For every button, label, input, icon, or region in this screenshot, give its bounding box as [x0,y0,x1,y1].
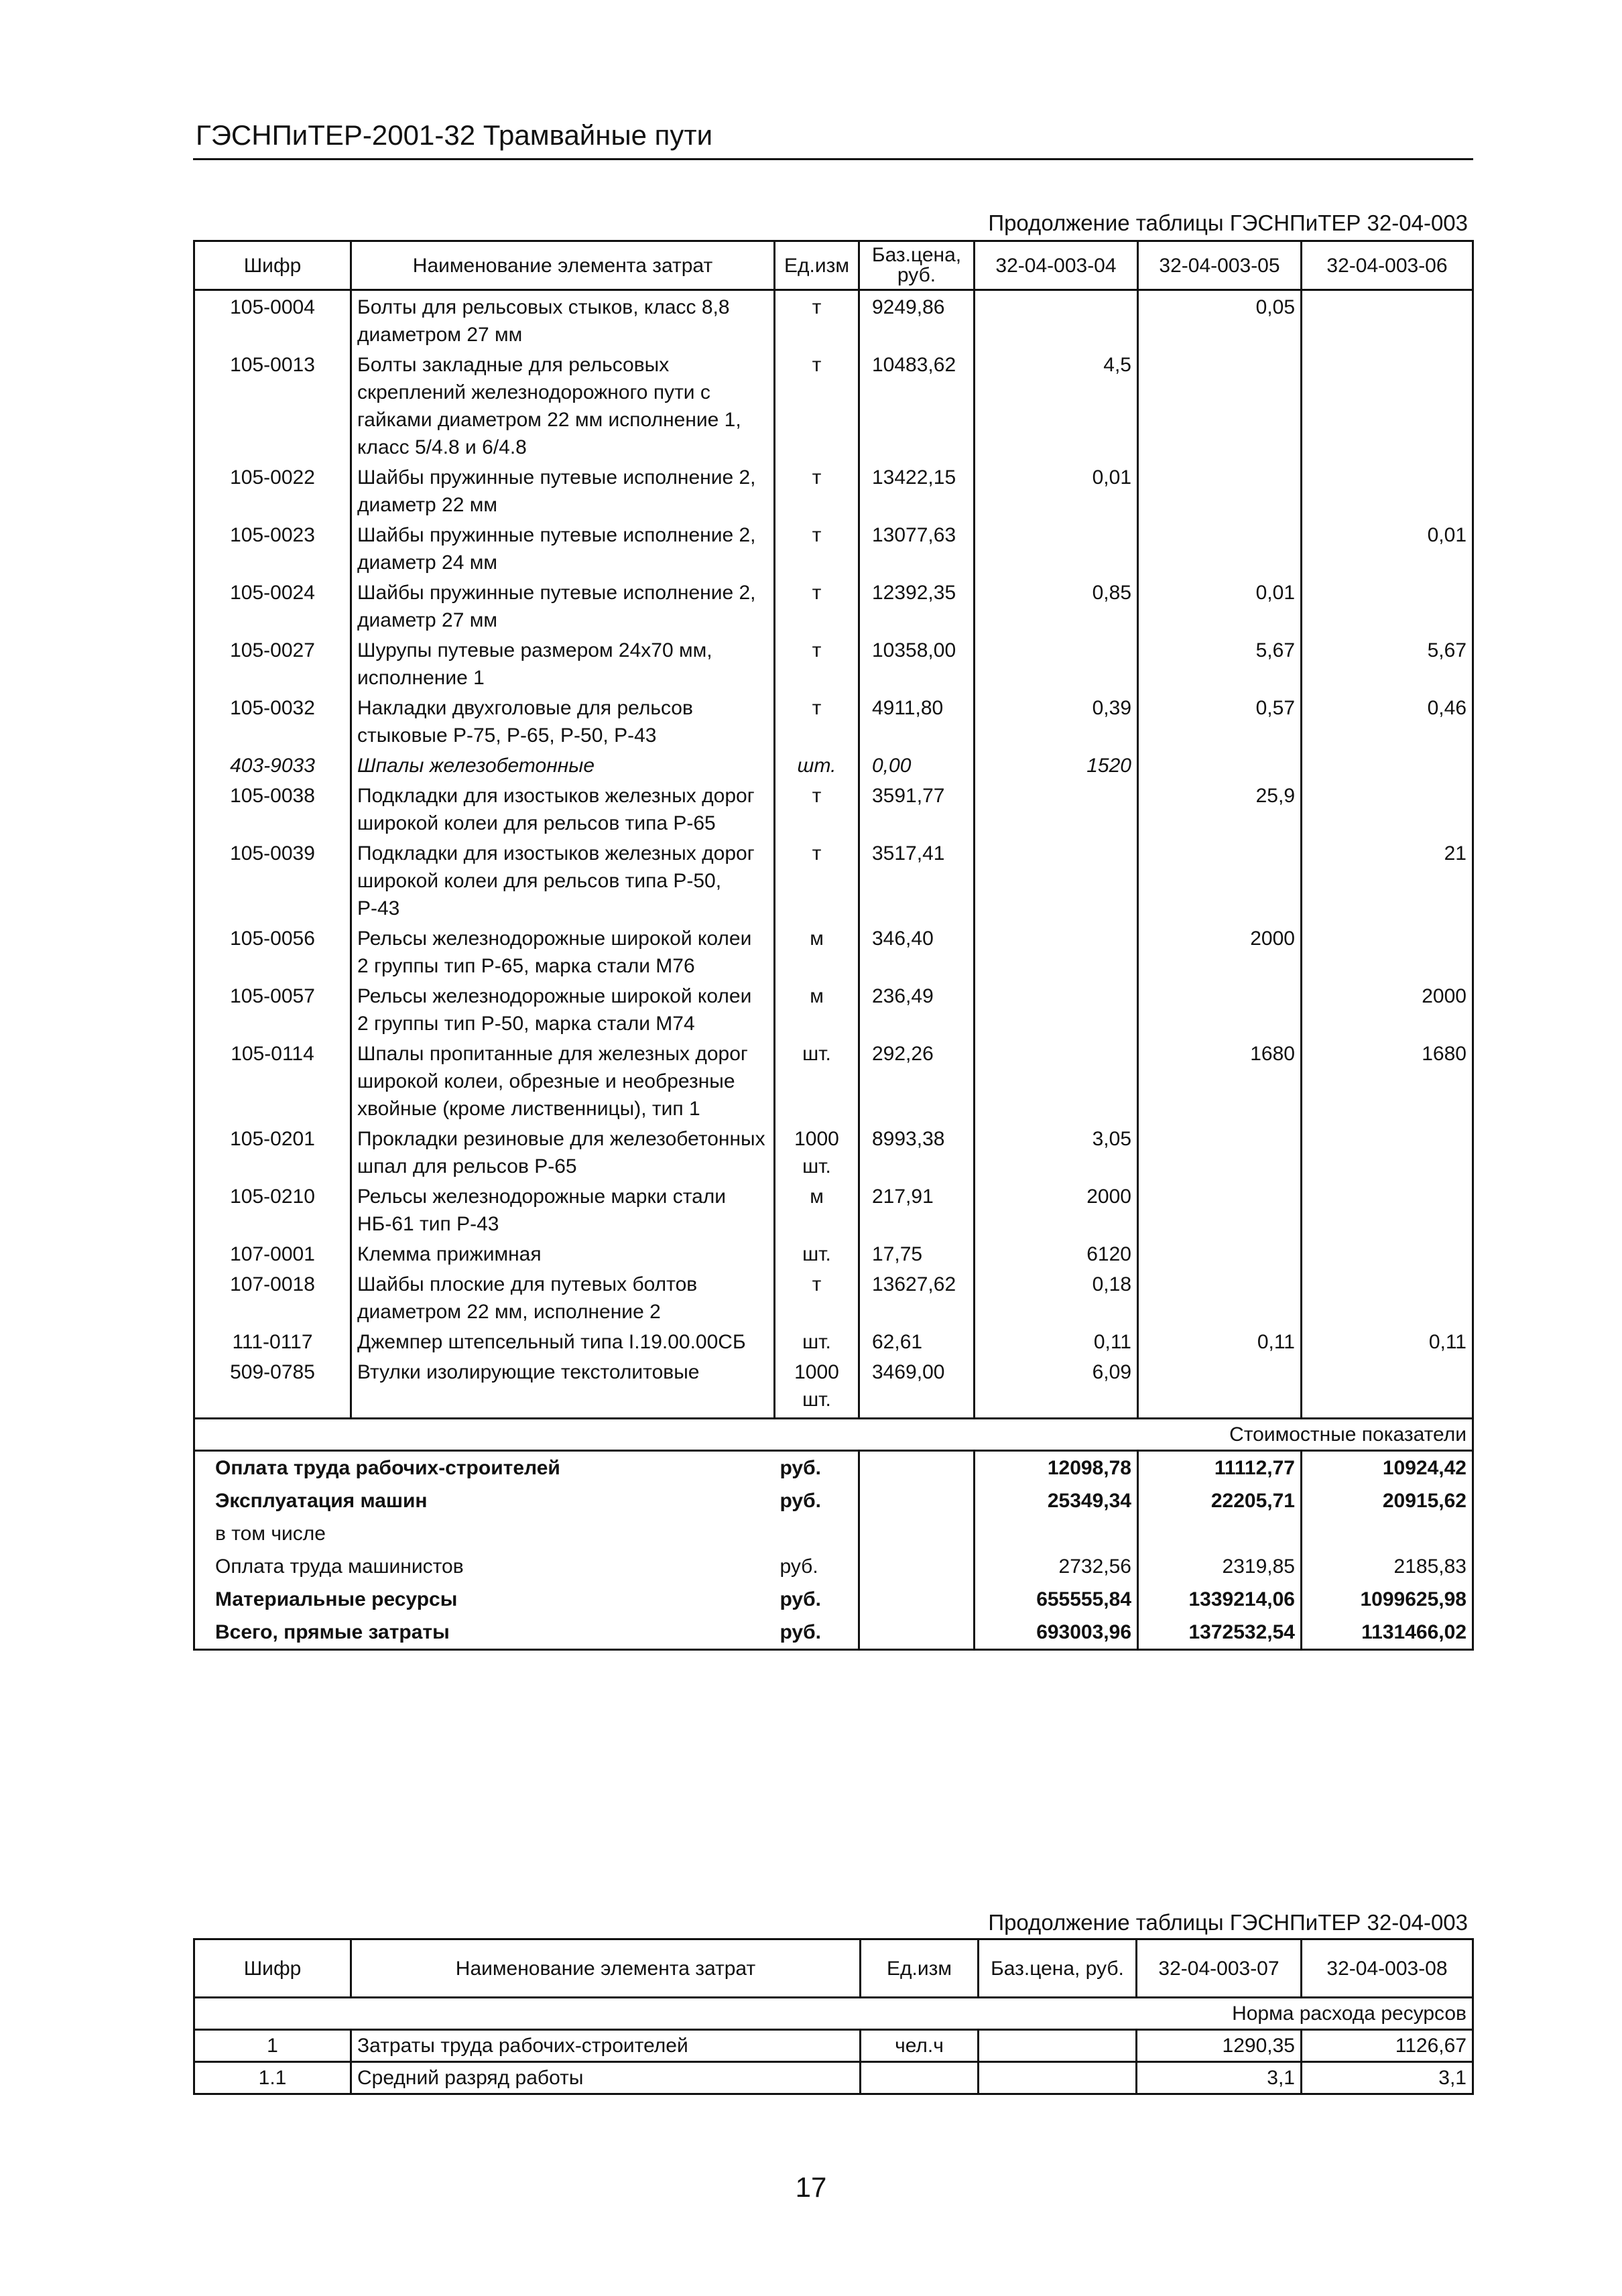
row-value-06: 2000 [1302,981,1473,1039]
row-value-05: 0,57 [1138,693,1302,751]
table1-continuation-caption: Продолжение таблицы ГЭСНПиТЕР 32-04-003 [988,210,1468,235]
table2-header-row [194,1939,1473,1998]
row-name: Рельсы железнодорожные широкой колеи 2 группы тип Р-65, марка стали М76 [351,923,775,981]
row-value-06 [1302,462,1473,520]
row-unit: шт. [775,1327,859,1357]
row-value-04: 0,39 [975,693,1138,751]
row-unit: шт. [775,751,859,781]
row-code: 105-0039 [194,838,351,923]
table-row [194,462,1473,520]
row-code: 105-0023 [194,520,351,578]
row-value-04 [975,1039,1138,1124]
totals-value-06 [1302,1517,1473,1550]
row-unit: т [775,462,859,520]
row-value-05 [1138,1269,1302,1327]
row-name: Прокладки резиновые для железобетонных шпал для рельсов Р-65 [351,1124,775,1182]
column-header-unit: Ед.изм [775,241,859,290]
row-code: 105-0038 [194,781,351,838]
row-code: 105-0032 [194,693,351,751]
row-name: Подкладки для изостыков железных дорог широкой колеи для рельсов типа Р-50, Р-43 [351,838,775,923]
row-code: 1 [194,2030,351,2062]
section-row-cost-indicators [194,1419,1473,1451]
row-value-06: 1680 [1302,1039,1473,1124]
table-row [194,1239,1473,1269]
row-code: 105-0056 [194,923,351,981]
row-code: 107-0018 [194,1269,351,1327]
row-value-04: 1520 [975,751,1138,781]
row-price: 3517,41 [859,838,975,923]
row-unit: т [775,578,859,635]
row-name: Подкладки для изостыков железных дорог широкой колеи для рельсов типа Р-65 [351,781,775,838]
row-value-05 [1138,1124,1302,1182]
row-name: Клемма прижимная [351,1239,775,1269]
row-unit: 1000 шт. [775,1124,859,1182]
resource-table-1 [193,240,1474,1651]
row-price: 10358,00 [859,635,975,693]
row-code: 105-0024 [194,578,351,635]
row-unit: м [775,923,859,981]
row-price: 292,26 [859,1039,975,1124]
row-value-06: 0,01 [1302,520,1473,578]
row-price: 3591,77 [859,781,975,838]
row-code: 105-0013 [194,350,351,462]
totals-row [194,1517,1473,1550]
row-value-04 [975,520,1138,578]
row-value-06 [1302,781,1473,838]
totals-value-05: 1339214,06 [1138,1583,1302,1616]
totals-value-04: 12098,78 [975,1451,1138,1485]
totals-value-04: 693003,96 [975,1616,1138,1650]
totals-unit [775,1517,859,1550]
section-row-resource-norms [194,1998,1473,2030]
table-row [194,838,1473,923]
row-code: 105-0210 [194,1182,351,1239]
row-value-06 [1302,350,1473,462]
row-name: Болты для рельсовых стыков, класс 8,8 диаметром 27 мм [351,290,775,350]
totals-price-empty [859,1616,975,1650]
row-value-04 [975,290,1138,350]
column-header-price: Баз.цена, руб. [979,1939,1137,1998]
column-header-name: Наименование элемента затрат [351,1939,861,1998]
row-value-06 [1302,1239,1473,1269]
row-unit: т [775,838,859,923]
totals-value-04 [975,1517,1138,1550]
row-value-06: 5,67 [1302,635,1473,693]
column-header-05: 32-04-003-05 [1138,241,1302,290]
totals-unit: руб. [775,1484,859,1517]
row-value-08: 1126,67 [1302,2030,1473,2062]
totals-value-05 [1138,1517,1302,1550]
row-code: 105-0057 [194,981,351,1039]
row-value-06 [1302,923,1473,981]
resource-table-2 [193,1938,1474,2095]
row-unit: т [775,350,859,462]
section-label: Стоимостные показатели [194,1419,1473,1451]
totals-price-empty [859,1550,975,1583]
row-value-04: 0,85 [975,578,1138,635]
row-name: Средний разряд работы [351,2062,861,2094]
table1-header-row [194,241,1473,290]
totals-label: Всего, прямые затраты [194,1616,775,1650]
totals-row [194,1550,1473,1583]
row-price: 13077,63 [859,520,975,578]
row-value-07: 1290,35 [1137,2030,1302,2062]
table-row [194,635,1473,693]
column-header-code: Шифр [194,1939,351,1998]
column-header-06: 32-04-003-06 [1302,241,1473,290]
table-row [194,520,1473,578]
row-value-05 [1138,838,1302,923]
row-price: 217,91 [859,1182,975,1239]
row-value-04: 6120 [975,1239,1138,1269]
column-header-04: 32-04-003-04 [975,241,1138,290]
row-unit: шт. [775,1239,859,1269]
row-value-06 [1302,1269,1473,1327]
table-row [194,350,1473,462]
row-code: 403-9033 [194,751,351,781]
table-row [194,781,1473,838]
row-unit [861,2062,979,2094]
row-unit: т [775,520,859,578]
totals-label: Оплата труда рабочих-строителей [194,1451,775,1485]
totals-unit: руб. [775,1550,859,1583]
row-value-04 [975,981,1138,1039]
row-value-05: 0,11 [1138,1327,1302,1357]
row-code: 105-0027 [194,635,351,693]
row-code: 105-0201 [194,1124,351,1182]
row-value-04 [975,838,1138,923]
row-value-05: 2000 [1138,923,1302,981]
row-unit: м [775,1182,859,1239]
table-row [194,693,1473,751]
row-value-05: 0,01 [1138,578,1302,635]
totals-value-04: 25349,34 [975,1484,1138,1517]
row-name: Втулки изолирующие текстолитовые [351,1357,775,1415]
row-value-05 [1138,462,1302,520]
row-code: 111-0117 [194,1327,351,1357]
row-value-06 [1302,1182,1473,1239]
row-value-06: 0,11 [1302,1327,1473,1357]
page-number: 17 [795,2171,827,2203]
totals-value-04: 655555,84 [975,1583,1138,1616]
table-row [194,1269,1473,1327]
row-value-07: 3,1 [1137,2062,1302,2094]
row-value-05 [1138,981,1302,1039]
totals-value-05: 11112,77 [1138,1451,1302,1485]
row-value-04: 2000 [975,1182,1138,1239]
row-unit: т [775,290,859,350]
row-unit: т [775,693,859,751]
row-value-04 [975,923,1138,981]
row-value-05 [1138,520,1302,578]
row-unit: шт. [775,1039,859,1124]
totals-row [194,1484,1473,1517]
totals-unit: руб. [775,1616,859,1650]
totals-row [194,1451,1473,1485]
row-price: 13627,62 [859,1269,975,1327]
row-value-06 [1302,290,1473,350]
row-price [979,2030,1137,2062]
row-value-08: 3,1 [1302,2062,1473,2094]
row-unit: т [775,1269,859,1327]
table-row [194,1327,1473,1357]
table2-continuation-caption: Продолжение таблицы ГЭСНПиТЕР 32-04-003 [988,1910,1468,1935]
table-row [194,290,1473,350]
totals-label: Эксплуатация машин [194,1484,775,1517]
header-divider [193,158,1473,160]
row-unit: т [775,781,859,838]
column-header-08: 32-04-003-08 [1302,1939,1473,1998]
totals-value-06: 2185,83 [1302,1550,1473,1583]
row-value-04: 0,01 [975,462,1138,520]
totals-value-05: 1372532,54 [1138,1616,1302,1650]
row-unit: 1000 шт. [775,1357,859,1415]
totals-value-06: 10924,42 [1302,1451,1473,1485]
row-value-05: 5,67 [1138,635,1302,693]
totals-price-empty [859,1517,975,1550]
row-name: Шпалы железобетонные [351,751,775,781]
column-header-price: Баз.цена, руб. [859,241,975,290]
row-value-05 [1138,1239,1302,1269]
row-value-05 [1138,1357,1302,1415]
table-row [194,578,1473,635]
row-value-05: 0,05 [1138,290,1302,350]
row-value-06: 0,46 [1302,693,1473,751]
totals-label: Оплата труда машинистов [194,1550,775,1583]
row-value-04: 0,18 [975,1269,1138,1327]
totals-row [194,1616,1473,1650]
table-row [194,981,1473,1039]
table-row [194,1124,1473,1182]
row-unit: м [775,981,859,1039]
row-value-05: 1680 [1138,1039,1302,1124]
totals-price-empty [859,1583,975,1616]
row-value-04: 6,09 [975,1357,1138,1415]
row-value-04: 0,11 [975,1327,1138,1357]
row-price: 9249,86 [859,290,975,350]
row-price: 62,61 [859,1327,975,1357]
row-name: Шайбы пружинные путевые исполнение 2, диаметр 22 мм [351,462,775,520]
row-value-04 [975,781,1138,838]
column-header-unit: Ед.изм [861,1939,979,1998]
row-value-06 [1302,578,1473,635]
row-name: Шпалы пропитанные для железных дорог широкой колеи, обрезные и необрезные хвойные (кроме лиственницы), тип 1 [351,1039,775,1124]
table-row [194,2030,1473,2062]
totals-value-06: 1099625,98 [1302,1583,1473,1616]
row-code: 509-0785 [194,1357,351,1415]
row-code: 105-0114 [194,1039,351,1124]
totals-unit: руб. [775,1583,859,1616]
row-value-05 [1138,1182,1302,1239]
totals-value-06: 20915,62 [1302,1484,1473,1517]
table-row [194,2062,1473,2094]
row-code: 105-0022 [194,462,351,520]
row-unit: т [775,635,859,693]
totals-price-empty [859,1451,975,1485]
row-name: Джемпер штепсельный типа I.19.00.00СБ [351,1327,775,1357]
totals-unit: руб. [775,1451,859,1485]
row-name: Шайбы плоские для путевых болтов диаметром 22 мм, исполнение 2 [351,1269,775,1327]
row-name: Шайбы пружинные путевые исполнение 2, диаметр 24 мм [351,520,775,578]
row-code: 1.1 [194,2062,351,2094]
table-row [194,923,1473,981]
row-value-06 [1302,1357,1473,1415]
row-price: 4911,80 [859,693,975,751]
table-row [194,1039,1473,1124]
totals-price-empty [859,1484,975,1517]
page-header-title: ГЭСНПиТЕР-2001-32 Трамвайные пути [196,119,713,151]
row-code: 105-0004 [194,290,351,350]
totals-label: Материальные ресурсы [194,1583,775,1616]
row-name: Рельсы железнодорожные марки стали НБ-61 тип Р-43 [351,1182,775,1239]
row-value-04: 4,5 [975,350,1138,462]
row-price: 13422,15 [859,462,975,520]
row-name: Шурупы путевые размером 24х70 мм, исполнение 1 [351,635,775,693]
totals-value-05: 2319,85 [1138,1550,1302,1583]
row-price: 12392,35 [859,578,975,635]
row-price: 10483,62 [859,350,975,462]
row-value-06 [1302,1124,1473,1182]
row-price: 0,00 [859,751,975,781]
totals-value-06: 1131466,02 [1302,1616,1473,1650]
row-unit: чел.ч [861,2030,979,2062]
table-row [194,751,1473,781]
row-value-05 [1138,751,1302,781]
row-name: Накладки двухголовые для рельсов стыковые Р-75, Р-65, Р-50, Р-43 [351,693,775,751]
section-label: Норма расхода ресурсов [194,1998,1473,2030]
row-value-06 [1302,751,1473,781]
row-price [979,2062,1137,2094]
row-value-06: 21 [1302,838,1473,923]
row-name: Шайбы пружинные путевые исполнение 2, диаметр 27 мм [351,578,775,635]
row-price: 346,40 [859,923,975,981]
row-value-05: 25,9 [1138,781,1302,838]
totals-label: в том числе [194,1517,775,1550]
row-name: Болты закладные для рельсовых скреплений железнодорожного пути с гайками диаметром 22 мм исполнение 1, класс 5/4.8 и 6/4.8 [351,350,775,462]
row-price: 17,75 [859,1239,975,1269]
row-value-05 [1138,350,1302,462]
table-row [194,1182,1473,1239]
column-header-07: 32-04-003-07 [1137,1939,1302,1998]
column-header-name: Наименование элемента затрат [351,241,775,290]
row-price: 236,49 [859,981,975,1039]
column-header-code: Шифр [194,241,351,290]
row-price: 3469,00 [859,1357,975,1415]
row-value-04: 3,05 [975,1124,1138,1182]
totals-value-05: 22205,71 [1138,1484,1302,1517]
row-price: 8993,38 [859,1124,975,1182]
row-name: Рельсы железнодорожные широкой колеи 2 группы тип Р-50, марка стали М74 [351,981,775,1039]
totals-row [194,1583,1473,1616]
table-row [194,1357,1473,1415]
row-code: 107-0001 [194,1239,351,1269]
row-value-04 [975,635,1138,693]
totals-value-04: 2732,56 [975,1550,1138,1583]
row-name: Затраты труда рабочих-строителей [351,2030,861,2062]
